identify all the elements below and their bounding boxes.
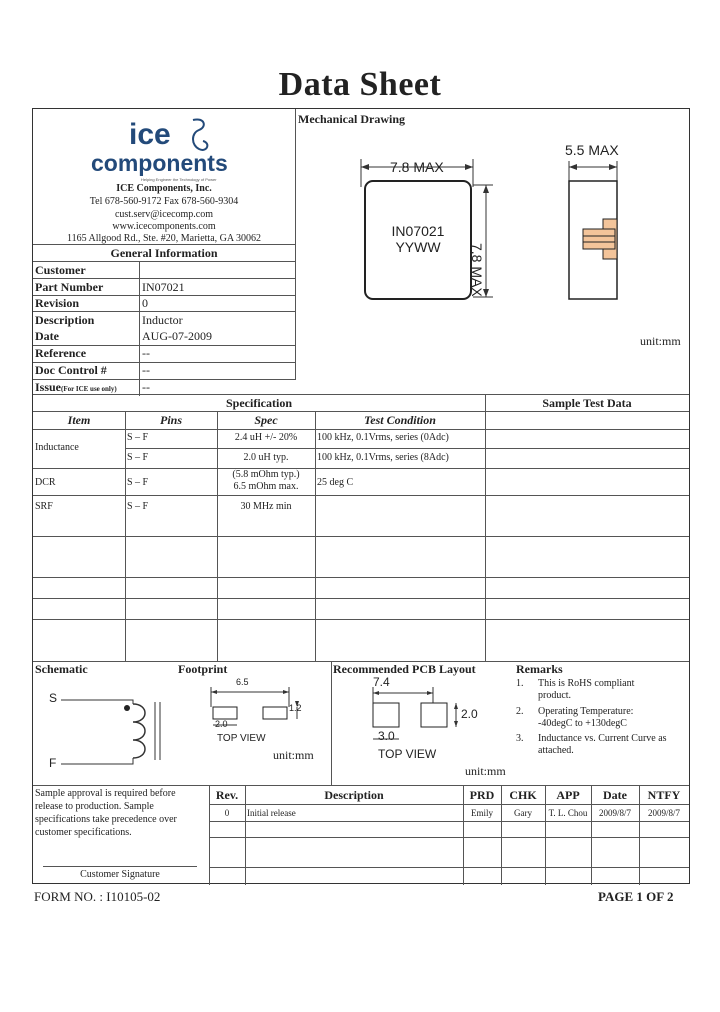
spec-value-row3: (5.8 mOhm typ.) (232, 469, 300, 480)
footprint-heading: Footprint (178, 662, 228, 676)
pcb-arrow-left-icon (373, 691, 379, 695)
general-value-date: AUG-07-2009 (142, 329, 212, 343)
sample-test-heading: Sample Test Data (542, 396, 632, 410)
pcb-dim-height: 2.0 (461, 707, 478, 721)
general-label-description: Description (35, 313, 95, 327)
mechanical-heading: Mechanical Drawing (298, 112, 405, 126)
general-heading: General Information (110, 246, 218, 260)
fp-pad-right (263, 707, 287, 719)
height-arrow-top-icon (483, 185, 489, 193)
fp-view-label: TOP VIEW (217, 733, 266, 744)
company-logo (89, 117, 249, 187)
spec-cond-row3: 25 deg C (317, 477, 354, 488)
rev-row-1-app: T. L. Chou (548, 808, 588, 818)
rev-row-1-date: 2009/8/7 (598, 808, 631, 818)
spec-pins-row3: S – F (127, 477, 149, 488)
remark-1-line2: product. (538, 690, 572, 701)
general-label-customer: Customer (35, 263, 86, 277)
schematic-coil (133, 704, 145, 758)
general-value-part-number: IN07021 (142, 280, 185, 294)
fp-dim-width: 6.5 (236, 677, 249, 687)
marking-date-code: YYWW (395, 239, 441, 255)
schematic-pin-s: S (49, 691, 58, 705)
schematic-heading: Schematic (35, 662, 88, 676)
spec-col-spec: Spec (254, 413, 278, 427)
rev-col-description: Description (324, 788, 384, 802)
datasheet-frame (32, 108, 690, 884)
general-label-reference: Reference (35, 346, 87, 360)
page-number: PAGE 1 OF 2 (598, 889, 674, 904)
rev-row-1-prd: Emily (471, 808, 493, 818)
spec-col-item: Item (67, 413, 91, 427)
marking-part: IN07021 (391, 223, 445, 239)
rev-row-1-desc: Initial release (247, 808, 296, 818)
polarity-dot-icon (124, 705, 130, 711)
fp-arrow-right-icon (283, 690, 289, 694)
remark-2-line1: Operating Temperature: (538, 706, 634, 717)
remark-3-num: 3. (516, 733, 524, 744)
width-arrow-right-icon (465, 164, 473, 170)
pcb-unit: unit:mm (465, 764, 506, 778)
width-dim-label: 7.8 MAX (390, 159, 444, 175)
spec-value-row3b: 6.5 mOhm max. (233, 481, 299, 492)
schematic-lead-f (61, 758, 133, 764)
remarks-heading: Remarks (516, 662, 563, 676)
logo-text-ice: ice (129, 118, 171, 151)
spec-item-srf: SRF (35, 501, 53, 512)
pcb-arrow-up-icon (454, 703, 458, 709)
mechanical-unit: unit:mm (640, 334, 681, 348)
spec-pins-row4: S – F (127, 501, 149, 512)
general-label-revision: Revision (35, 296, 80, 310)
remark-1-num: 1. (516, 678, 524, 689)
rev-col-chk: CHK (509, 788, 537, 802)
spec-cond-row1: 100 kHz, 0.1Vrms, series (0Adc) (317, 432, 449, 443)
height-dim-label: 7.8 MAX (469, 243, 485, 297)
schematic-lead-s (61, 700, 133, 704)
rev-col-app: APP (556, 788, 580, 802)
remark-1-line1: This is RoHS compliant (538, 678, 635, 689)
pcb-heading: Recommended PCB Layout (333, 662, 476, 676)
general-label-issue-text: Issue (35, 380, 62, 394)
schematic-pin-f: F (49, 756, 57, 770)
company-email[interactable]: cust.serv@icecomp.com (114, 209, 214, 220)
rev-col-ntfy: NTFY (647, 788, 681, 802)
company-phone: Tel 678-560-9172 Fax 678-560-9304 (89, 196, 239, 207)
general-label-part-number: Part Number (35, 280, 104, 294)
depth-dim-label: 5.5 MAX (565, 142, 619, 158)
pcb-dim-pad: 3.0 (378, 729, 395, 743)
rev-col-rev: Rev. (215, 788, 239, 802)
general-label-issue-note: (For ICE use only) (61, 385, 117, 393)
general-label-doc-control: Doc Control # (35, 363, 107, 377)
rev-col-date: Date (603, 788, 627, 802)
spec-pins-row2: S – F (127, 452, 149, 463)
general-value-reference: -- (142, 346, 150, 360)
general-value-revision: 0 (142, 296, 148, 310)
general-label-date: Date (35, 329, 59, 343)
spec-item-dcr: DCR (35, 477, 56, 488)
spec-col-pins: Pins (159, 413, 182, 427)
pcb-view-label: TOP VIEW (378, 747, 437, 761)
spec-col-condition: Test Condition (364, 413, 436, 427)
rev-row-1-ntfy: 2009/8/7 (647, 808, 680, 818)
depth-arrow-right-icon (609, 164, 617, 170)
remark-2-num: 2. (516, 706, 524, 717)
fp-unit: unit:mm (273, 748, 314, 762)
approval-line-2: release to production. Sample (35, 801, 154, 812)
company-address: 1165 Allgood Rd., Ste. #20, Marietta, GA 30062 (66, 233, 262, 244)
general-value-issue: -- (142, 380, 150, 394)
remark-2-line2: -40degC to +130degC (538, 718, 627, 729)
spec-value-row4: 30 MHz min (240, 501, 292, 512)
company-website[interactable]: www.icecomponents.com (112, 221, 216, 232)
approval-line-3: specifications take precedence over (35, 814, 177, 825)
customer-signature-label: Customer Signature (80, 869, 160, 880)
form-number: FORM NO. : I10105-02 (34, 889, 161, 904)
rev-row-1-rev: 0 (224, 808, 230, 818)
pcb-pad-left (373, 703, 399, 727)
spec-pins-row1: S – F (127, 432, 149, 443)
logo-tagline: Helping Engineer the Technology of Power (141, 177, 217, 182)
remark-3-line2: attached. (538, 745, 574, 756)
width-arrow-left-icon (361, 164, 369, 170)
remark-3-line1: Inductance vs. Current Curve as (538, 733, 667, 744)
approval-line-4: customer specifications. (35, 827, 132, 838)
spec-heading: Specification (226, 396, 292, 410)
page-title: Data Sheet (278, 66, 442, 103)
pcb-pad-right (421, 703, 447, 727)
rev-col-prd: PRD (469, 788, 495, 802)
spec-cond-row2: 100 kHz, 0.1Vrms, series (8Adc) (317, 452, 449, 463)
rev-row-1-chk: Gary (514, 808, 532, 818)
pcb-dim-width: 7.4 (373, 675, 390, 689)
depth-arrow-left-icon (569, 164, 577, 170)
company-name: ICE Components, Inc. (116, 183, 212, 194)
general-value-doc-control: -- (142, 363, 150, 377)
pcb-arrow-right-icon (427, 691, 433, 695)
logo-text-components: components (91, 150, 228, 176)
approval-line-1: Sample approval is required before (35, 788, 176, 799)
spec-value-row1: 2.4 uH +/- 20% (234, 432, 298, 443)
fp-dim-height: 1.2 (289, 703, 302, 713)
fp-dim-pad: 2.0 (215, 719, 228, 729)
spec-value-row2: 2.0 uH typ. (243, 452, 289, 463)
schematic-drawing (43, 684, 173, 774)
pcb-arrow-down-icon (454, 721, 458, 727)
spec-item-inductance: Inductance (35, 442, 79, 453)
general-value-description: Inductor (142, 313, 183, 327)
side-core (583, 229, 615, 249)
fp-arrow-left-icon (211, 690, 217, 694)
